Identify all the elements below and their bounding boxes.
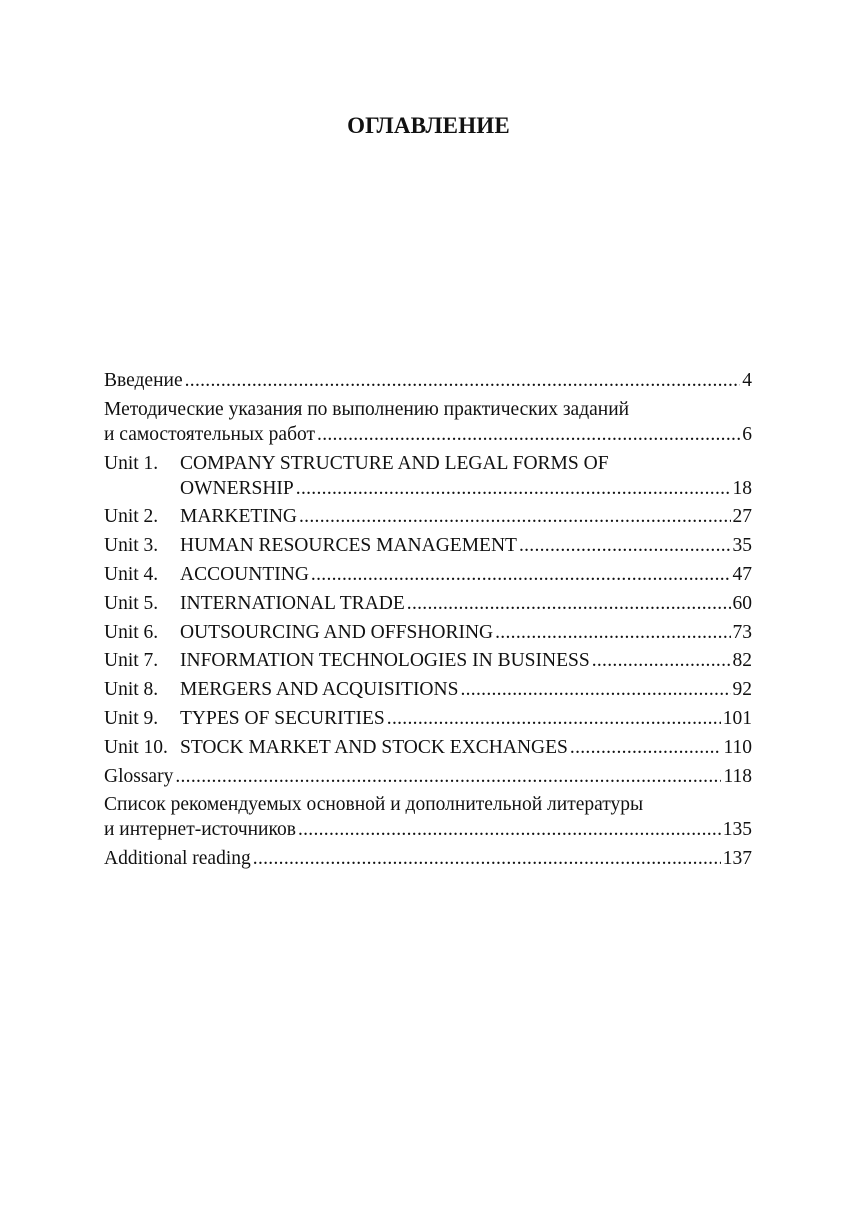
toc-entry-glossary[interactable]: [104, 764, 752, 789]
unit-number: Unit 8.: [104, 679, 159, 701]
toc-entry-title: OUTSOURCING AND OFFSHORING: [180, 621, 494, 643]
toc-entry-title-line1: Список рекомендуемых основной и дополнительной литературы: [104, 794, 644, 816]
toc-page-number: 4: [742, 370, 752, 391]
toc-entry-unit-3[interactable]: [104, 533, 752, 558]
dot-leader: [175, 764, 721, 789]
toc-entry-unit-9[interactable]: [104, 706, 752, 731]
toc-entry-title: Введение: [104, 370, 183, 391]
dot-leader: [570, 735, 722, 760]
toc-entry-literature[interactable]: [104, 792, 752, 842]
toc-entry-method[interactable]: [104, 397, 752, 447]
unit-number: Unit 9.: [104, 707, 159, 729]
toc-page-number: 135: [722, 819, 752, 841]
toc-page-number: 137: [722, 848, 752, 870]
toc-page-number: 82: [732, 650, 752, 672]
unit-number: Unit 4.: [104, 563, 159, 585]
toc-entry-title: MERGERS AND ACQUISITIONS: [180, 679, 459, 701]
toc-page-number: 35: [732, 535, 752, 557]
toc-entry-title: ACCOUNTING: [180, 563, 309, 585]
toc-entry-title: STOCK MARKET AND STOCK EXCHANGES: [180, 736, 568, 758]
toc-entry-title-line1: Методические указания по выполнению практических заданий: [104, 398, 630, 420]
toc-entry-unit-8[interactable]: [104, 677, 752, 702]
unit-number: Unit 2.: [104, 506, 159, 528]
toc-entry-unit-2[interactable]: [104, 504, 752, 529]
toc-entry-title: MARKETING: [180, 506, 297, 528]
dot-leader: [299, 504, 731, 529]
unit-number: Unit 5.: [104, 592, 159, 614]
toc-page-number: 118: [723, 765, 752, 787]
toc-page-number: 6: [742, 423, 752, 445]
toc-page-number: 110: [723, 736, 752, 758]
toc-entry-title: Glossary: [104, 765, 174, 787]
dot-leader: [185, 368, 741, 393]
dot-leader: [495, 620, 730, 645]
toc-entry-unit-1[interactable]: [104, 451, 752, 501]
unit-number: Unit 3.: [104, 535, 159, 557]
dot-leader: [460, 677, 730, 702]
dot-leader: [317, 422, 740, 447]
toc-entry-unit-6[interactable]: [104, 620, 752, 645]
toc-page-number: 47: [732, 563, 752, 585]
page-title: ОГЛАВЛЕНИЕ: [347, 113, 510, 138]
toc-page-number: 73: [732, 621, 752, 643]
toc-page-number: 60: [732, 592, 752, 614]
toc-entry-title: INFORMATION TECHNOLOGIES IN BUSINESS: [180, 650, 590, 672]
dot-leader: [298, 817, 721, 842]
toc-entry-title: TYPES OF SECURITIES: [180, 707, 385, 729]
unit-number: Unit 7.: [104, 650, 159, 672]
toc-entry-unit-10[interactable]: [104, 735, 752, 760]
toc-entry-title: HUMAN RESOURCES MANAGEMENT: [180, 535, 517, 557]
toc-entry-title-line2: OWNERSHIP: [180, 477, 294, 499]
dot-leader: [519, 533, 731, 558]
dot-leader: [407, 591, 731, 616]
table-of-contents: [104, 368, 752, 875]
toc-entry-additional-reading[interactable]: [104, 846, 752, 871]
toc-page-number: 92: [732, 679, 752, 701]
toc-page-number: 101: [722, 707, 752, 729]
toc-entry-unit-5[interactable]: [104, 591, 752, 616]
unit-number: Unit 10.: [104, 736, 168, 758]
dot-leader: [387, 706, 721, 731]
dot-leader: [296, 476, 731, 501]
toc-entry-title: INTERNATIONAL TRADE: [180, 592, 405, 614]
unit-number: Unit 1.: [104, 452, 159, 474]
toc-entry-title-line1: COMPANY STRUCTURE AND LEGAL FORMS OF: [180, 452, 609, 474]
toc-entry-unit-4[interactable]: [104, 562, 752, 587]
dot-leader: [253, 846, 721, 871]
dot-leader: [592, 648, 731, 673]
unit-number: Unit 6.: [104, 621, 159, 643]
toc-entry-intro[interactable]: [104, 368, 752, 393]
toc-entry-title-line2: и интернет-источников: [104, 819, 296, 841]
toc-page-number: 18: [732, 477, 752, 499]
toc-entry-unit-7[interactable]: [104, 648, 752, 673]
toc-entry-title: Additional reading: [104, 848, 251, 870]
toc-page-number: 27: [732, 506, 752, 528]
toc-entry-title-line2: и самостоятельных работ: [104, 423, 316, 445]
dot-leader: [311, 562, 731, 587]
